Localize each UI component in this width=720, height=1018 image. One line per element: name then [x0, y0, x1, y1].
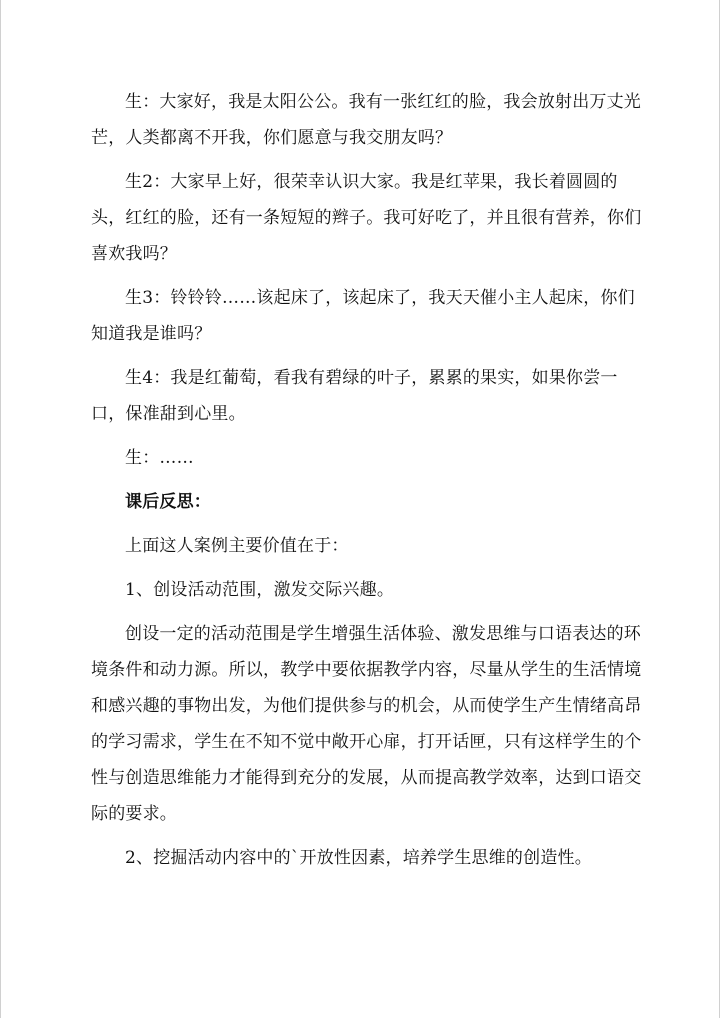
paragraph-alarm-clock: 生3：铃铃铃……该起床了，该起床了，我天天催小主人起床，你们知道我是谁吗？: [91, 288, 635, 344]
paragraph-apple: 生2：大家早上好，很荣幸认识大家。我是红苹果，我长着圆圆的头，红红的脸，还有一条短短的辫子。我可好吃了，并且很有营养，你们喜欢我吗？: [91, 172, 642, 264]
paragraph-grape: 生4：我是红葡萄，看我有碧绿的叶子，累累的果实，如果你尝一口，保准甜到心里。: [91, 368, 618, 424]
document-body: [91, 84, 651, 876]
section-heading-reflection: 课后反思：: [125, 492, 211, 512]
list-item-1: 1、创设活动范围，激发交际兴趣。: [125, 580, 395, 600]
paragraph-activity-scope: 创设一定的活动范围是学生增强生活体验、激发思维与口语表达的环境条件和动力源。所以，教学中要依据教学内容，尽量从学生的生活情境和感兴趣的事物出发，为他们提供参与的机会，从而使学生产生情绪高昂的学习需求，学生在不知不觉中敞开心扉，打开话匣，只有这样学生的个性与创造思维能力才能得到充分的发展，从而提高教学效率，达到口语交际的要求。: [91, 624, 642, 824]
paragraph-sun: 生：大家好，我是太阳公公。我有一张红红的脸，我会放射出万丈光芒，人类都离不开我，你们愿意与我交朋友吗？: [91, 92, 641, 148]
paragraph-value-intro: 上面这人案例主要价值在于：: [125, 536, 349, 556]
paragraph-ellipsis: 生：……: [125, 448, 194, 468]
list-item-2: 2、挖掘活动内容中的`开放性因素，培养学生思维的创造性。: [125, 848, 592, 868]
